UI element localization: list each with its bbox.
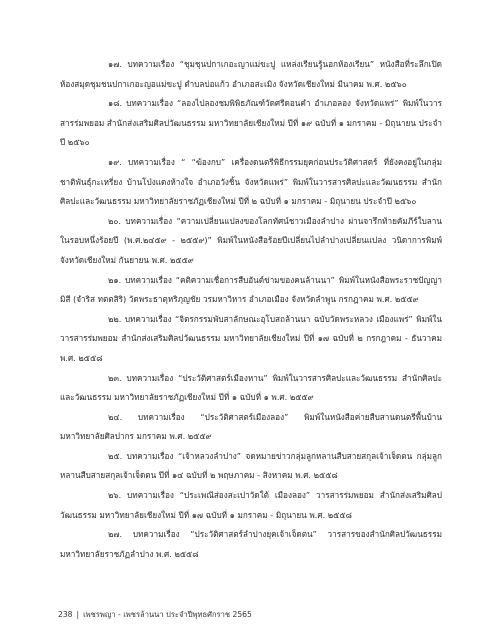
bibliography-entry — [60, 271, 442, 310]
entry-text: ๒๖. บทความเรื่อง “ประเพณีส่องสะเปาวัดใต้ เมืองลอง” วารสารร่มพยอม สำนักส่งเสริมศิลปวัฒนธรรม มหาวิทยาลัยเชียงใหม่ ปีที่ ๑๗ ฉบับที่ ๑ มกราคม - มิถุนายน พ.ศ. ๒๕๕๘ — [60, 490, 442, 520]
bibliography-entry — [60, 94, 442, 153]
bibliography-entry — [60, 408, 442, 447]
entry-text: ๑๙. บทความเรื่อง “ “ฆ้องกบ” เครื่องดนตรีพิธีกรรมยุคก่อนประวัติศาสตร์ ที่ยังคงอยู่ในกลุ่มชาติพันธุ์กะเหรี่ยง บ้านโป่งแดงห้างใจ อำเภอวังชิ้น จังหวัดแพร่” พิมพ์ในวารสารศิลปะและวัฒนธรรม สำนักศิลปะและวัฒนธรรม มหาวิทยาลัยราชภัฏเชียงใหม่ ปีที่ ๒ ฉบับที่ ๑ มกราคม - มิถุนายน ประจำปี ๒๕๖๐ — [60, 156, 442, 207]
publication-title: เพชรพญา - เพชรล้านนา ประจำปีพุทธศักราช 2565 — [83, 610, 252, 619]
bibliography-list — [60, 55, 442, 564]
bibliography-entry — [60, 447, 442, 486]
bibliography-entry — [60, 55, 442, 94]
page-number: 238 — [58, 610, 73, 619]
entry-text: ๒๒. บทความเรื่อง “จิตรกรรมพับสาลักษณะอุโบสถล้านนา ฉบับวัดพระหลวง เมืองแพร่” พิมพ์ในวารสารร่มพยอม สำนักส่งเสริมศิลปวัฒนธรรม มหาวิทยาลัยเชียงใหม่ ปีที่ ๑๗ ฉบับที่ ๒ กรกฎาคม - ธันวาคม พ.ศ. ๒๕๕๘ — [60, 313, 442, 363]
entry-text: ๒๕. บทความเรื่อง “เจ้าหลวงลำปาง” จดหมายข่าวกลุ่มลูกหลานสืบสายสกุลเจ้าเจ็ดตน กลุ่มลูกหลานสืบสายสกุลเจ้าเจ็ดตน ปีที่ ๑๔ ฉบับที่ ๒ พฤษภาคม - สิงหาคม พ.ศ. ๒๕๕๘ — [60, 450, 442, 481]
bibliography-entry — [60, 310, 442, 369]
page-footer — [58, 609, 252, 621]
entry-text: ๒๗. บทความเรื่อง “ประวัติศาสตร์ลำปางยุคเจ้าเจ็ดตน” วารสารของสำนักศิลปวัฒนธรรม มหาวิทยาลัยราชภัฏลำปาง พ.ศ. ๒๕๕๘ — [60, 529, 442, 559]
entry-text: ๑๗. บทความเรื่อง “ชุมชุนปกาเกอะญาแม่ขะปู แหล่งเรียนรู้นอกห้องเรียน” หนังสือที่ระลึกเปิดห้องสมุดชุมชนปกาเกอะญอแม่ขะปู ตำบลบ่อแก้ว อำเภอสะเมิง จังหวัดเชียงใหม่ มีนาคม พ.ศ. ๒๕๖๐ — [60, 59, 442, 89]
entry-text: ๒๑. บทความเรื่อง “คติความเชื่อการสืบอันต์ข่ามของคนล้านนา” พิมพ์ในหนังสือพระราชปัญญามิสี (จำริส ทตตสิริ) วัดพระธาตุหริภุญชัย วรมหาวิหาร อำเภอเมือง จังหวัดลำพูน กรกฎาคม พ.ศ. ๒๕๕๙ — [60, 274, 442, 305]
bibliography-entry — [60, 153, 442, 212]
bibliography-entry — [60, 525, 442, 564]
entry-text: ๒๔. บทความเรื่อง “ประวัติศาสตร์เมืองลอง” พิมพ์ในหนังสือค่ายสืบสานดนตรีพื้นบ้าน มหาวิทยาลัยศิลปากร มกราคม พ.ศ. ๒๕๕๙ — [60, 411, 442, 442]
footer-separator: | — [76, 610, 80, 619]
bibliography-entry — [60, 369, 442, 408]
bibliography-entry — [60, 486, 442, 525]
entry-text: ๒๐. บทความเรื่อง “ความเปลี่ยนแปลงของโลกทัศน์ชาวเมืองลำปาง ผ่านจารึกท้ายคัมภีร์ใบลานในรอบหนึ่งร้อยปี (พ.ศ.๒๔๕๙ - ๒๕๕๙)” พิมพ์ในหนังสือร้อยปีเปลี่ยนไปลำปางเปลี่ยนแปลง วนิดาการพิมพ์ จังหวัดเชียงใหม่ กันยายน พ.ศ. ๒๕๕๙ — [60, 215, 442, 265]
entry-text: ๑๘. บทความเรื่อง “ลองไปลองชมพิพิธภัณฑ์วัดศรีดอนคำ อำเภอลอง จังหวัดแพร่” พิมพ์ในวารสารร่มพยอม สำนักส่งเสริมศิลปวัฒนธรรม มหาวิทยาลัยเชียงใหม่ ปีที่ ๑๙ ฉบับที่ ๑ มกราคม - มิถุนายน ประจำปี ๒๕๖๐ — [60, 98, 442, 148]
entry-text: ๒๓. บทความเรื่อง “ประวัติศาสตร์เมืองหาน” พิมพ์ในวารสารศิลปะและวัฒนธรรม สำนักศิลปะและวัฒนธรรม มหาวิทยาลัยราชภัฏเชียงใหม่ ปีที่ ๑ ฉบับที่ ๑ พ.ศ. ๒๕๕๙ — [60, 372, 442, 403]
bibliography-entry — [60, 212, 442, 271]
